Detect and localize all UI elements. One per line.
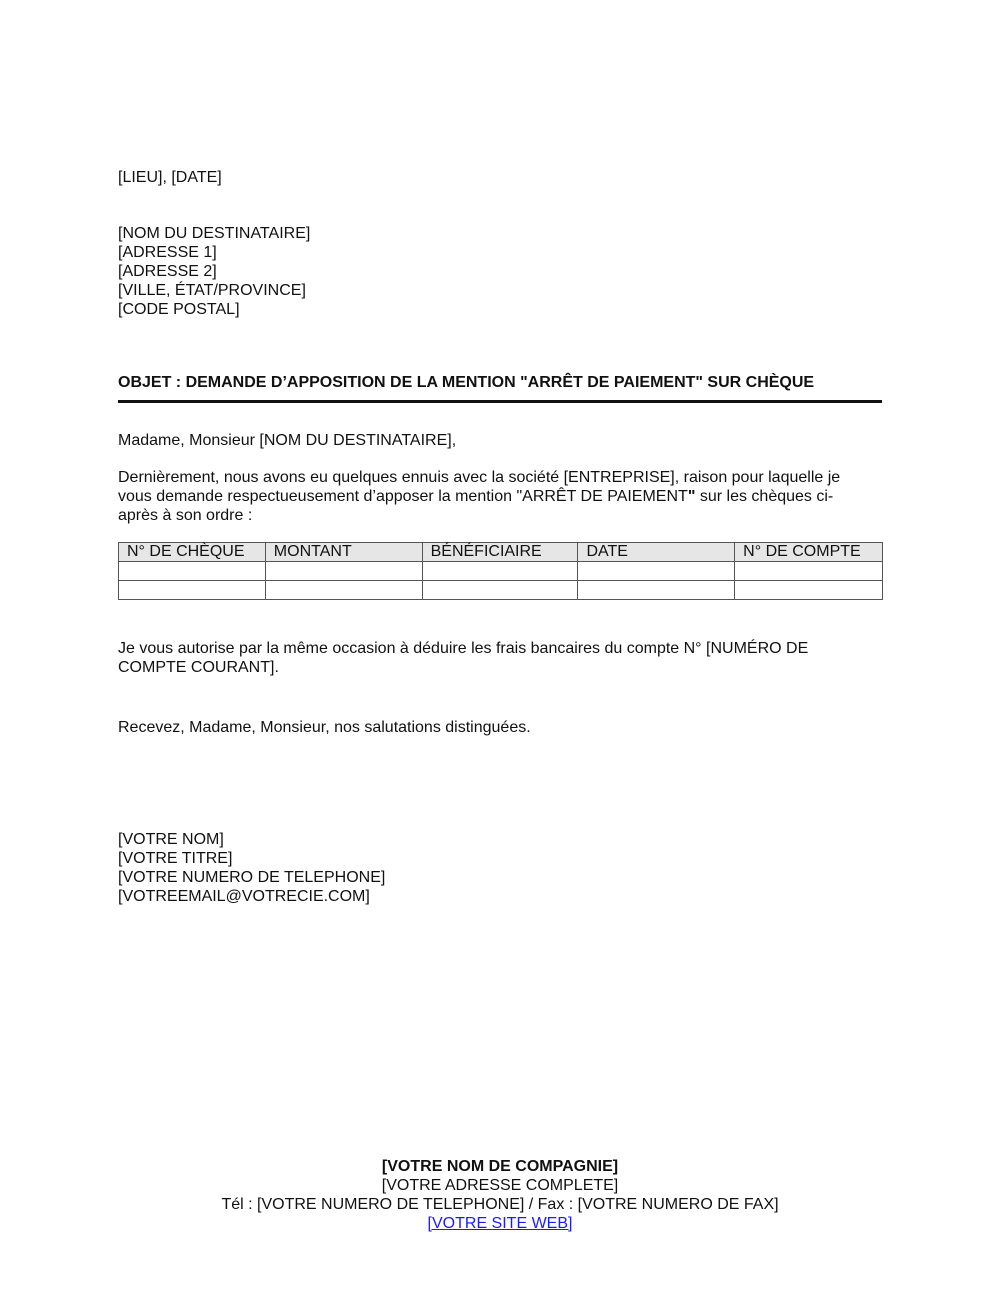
table-cell[interactable] — [119, 562, 266, 581]
table-header-row — [119, 543, 883, 562]
request-paragraph — [118, 468, 882, 525]
recipient-name: [NOM DU DESTINATAIRE] — [118, 225, 311, 242]
request-line2-text: vous demande respectueusement d’apposer la mention "ARRÊT DE PAIEMENT — [118, 488, 688, 505]
footer-company-name: [VOTRE NOM DE COMPAGNIE] — [381, 1158, 619, 1175]
footer-address: [VOTRE ADRESSE COMPLETE] — [381, 1177, 619, 1194]
table-cell[interactable] — [578, 562, 735, 581]
salutation: Madame, Monsieur [NOM DU DESTINATAIRE], — [118, 432, 457, 449]
col-beneficiary: BÉNÉFICIAIRE — [422, 543, 578, 562]
request-paragraph-line1: Dernièrement, nous avons eu quelques ennuis avec la société [ENTREPRISE], raison pour laquelle je — [118, 469, 841, 486]
table-cell[interactable] — [422, 581, 578, 600]
footer-website-link[interactable]: [VOTRE SITE WEB] — [427, 1215, 573, 1232]
footer-contact: Tél : [VOTRE NUMERO DE TELEPHONE] / Fax : [VOTRE NUMERO DE FAX] — [221, 1196, 779, 1213]
request-line2-tail: sur les chèques ci- — [695, 488, 834, 505]
place-date: [LIEU], [DATE] — [118, 169, 222, 186]
letterhead-footer — [0, 1157, 1000, 1233]
recipient-postal-code: [CODE POSTAL] — [118, 301, 240, 318]
col-cheque-number: N° DE CHÈQUE — [119, 543, 266, 562]
recipient-city-state: [VILLE, ÉTAT/PROVINCE] — [118, 282, 306, 299]
signature-phone: [VOTRE NUMERO DE TELEPHONE] — [118, 869, 386, 886]
signature-email: [VOTREEMAIL@VOTRECIE.COM] — [118, 888, 370, 905]
col-date: DATE — [578, 543, 735, 562]
col-account-number: N° DE COMPTE — [735, 543, 883, 562]
table-cell[interactable] — [119, 581, 266, 600]
recipient-address2: [ADRESSE 2] — [118, 263, 217, 280]
table-cell[interactable] — [735, 562, 883, 581]
authorization-line2: COMPTE COURANT]. — [118, 659, 279, 676]
subject-divider — [118, 400, 882, 403]
table-cell[interactable] — [422, 562, 578, 581]
col-amount: MONTANT — [265, 543, 422, 562]
recipient-address-block — [118, 224, 310, 319]
signature-block — [118, 830, 385, 906]
recipient-address1: [ADRESSE 1] — [118, 244, 217, 261]
signature-name: [VOTRE NOM] — [118, 831, 224, 848]
table-cell[interactable] — [735, 581, 883, 600]
table-cell[interactable] — [578, 581, 735, 600]
table-row — [119, 581, 883, 600]
cheques-table — [118, 542, 883, 600]
table-row — [119, 562, 883, 581]
request-paragraph-line2 — [118, 487, 882, 506]
request-paragraph-line3: après à son ordre : — [118, 507, 253, 524]
closing-formula: Recevez, Madame, Monsieur, nos salutations distinguées. — [118, 719, 531, 736]
authorization-line1: Je vous autorise par la même occasion à déduire les frais bancaires du compte N° [NUMÉRO DE — [118, 640, 809, 657]
bold-quote-mark: " — [687, 488, 696, 505]
subject-line: OBJET : DEMANDE D’APPOSITION DE LA MENTION "ARRÊT DE PAIEMENT" SUR CHÈQUE — [118, 374, 815, 391]
table-cell[interactable] — [265, 562, 422, 581]
authorization-paragraph — [118, 639, 882, 677]
table-cell[interactable] — [265, 581, 422, 600]
signature-title: [VOTRE TITRE] — [118, 850, 233, 867]
